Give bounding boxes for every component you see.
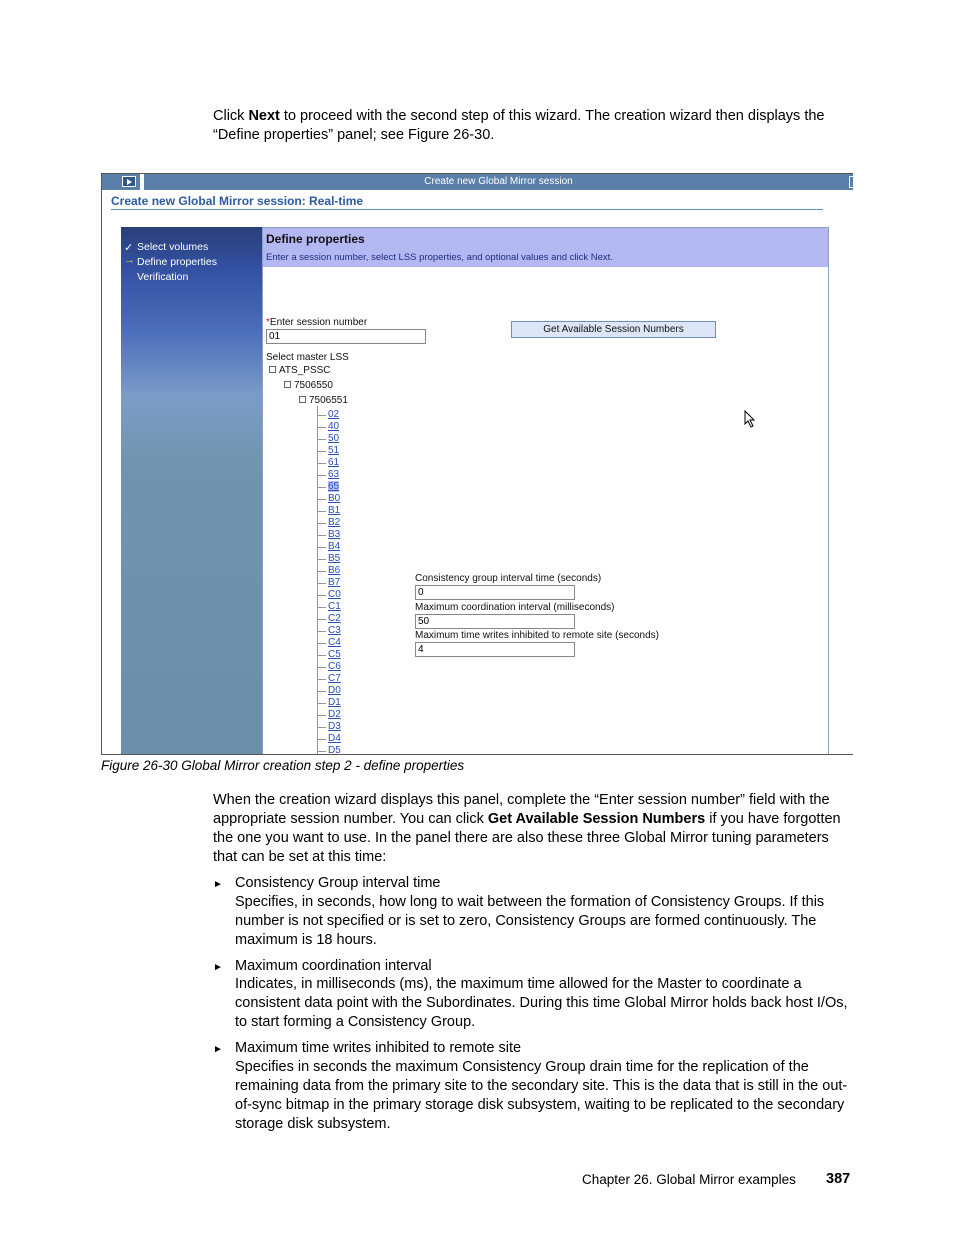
- arrow-right-icon: →: [124, 254, 135, 266]
- lss-link-02[interactable]: 02: [328, 409, 340, 420]
- lss-link-b6[interactable]: B6: [328, 565, 341, 576]
- bullet-text: Specifies in seconds the maximum Consistency Group drain time for the replication of the remaining data from the primary site to the secondary site. This is the data that is still in the out-of-sync bitmap in the primary storage disk subsystem, waiting to be replicated to the secondary storage disk subsystem.: [235, 1059, 848, 1132]
- lss-link-b5[interactable]: B5: [328, 553, 341, 564]
- lss-link-b1[interactable]: B1: [328, 505, 341, 516]
- nav-item-label: Define properties: [137, 256, 217, 268]
- tree-connector: [318, 487, 326, 488]
- figure-caption: Figure 26-30 Global Mirror creation step 2 - define properties: [101, 758, 465, 773]
- lss-link-c6[interactable]: C6: [328, 661, 341, 672]
- max-writes-inhibited-label: Maximum time writes inhibited to remote site (seconds): [415, 630, 659, 641]
- wizard-steps-nav: [121, 227, 262, 755]
- tree-connector: [318, 619, 326, 620]
- lss-link-b7[interactable]: B7: [328, 577, 341, 588]
- tree-connector: [318, 739, 326, 740]
- lss-link-d2[interactable]: D2: [328, 709, 341, 720]
- max-coordination-label: Maximum coordination interval (milliseconds): [415, 602, 615, 613]
- tree-connector: [318, 559, 326, 560]
- lss-link-c7[interactable]: C7: [328, 673, 341, 684]
- max-writes-inhibited-input[interactable]: 4: [415, 642, 575, 657]
- tree-connector: [318, 703, 326, 704]
- collapse-icon[interactable]: [284, 381, 291, 388]
- lss-link-d3[interactable]: D3: [328, 721, 341, 732]
- tree-connector: [318, 751, 326, 752]
- checkmark-icon: ✓: [124, 242, 134, 254]
- lss-link-c1[interactable]: C1: [328, 601, 341, 612]
- bullet-title: Maximum time writes inhibited to remote site: [235, 1040, 522, 1056]
- lss-link-c3[interactable]: C3: [328, 625, 341, 636]
- tree-connector: [318, 595, 326, 596]
- collapse-icon[interactable]: [299, 396, 306, 403]
- tree-connector: [318, 427, 326, 428]
- lss-link-b4[interactable]: B4: [328, 541, 341, 552]
- tree-connector: [318, 499, 326, 500]
- tree-connector: [318, 475, 326, 476]
- select-master-lss-label: Select master LSS: [266, 352, 349, 363]
- tree-node-ats-pssc[interactable]: ATS_PSSC: [269, 365, 331, 376]
- mouse-pointer-icon: [744, 410, 756, 428]
- tree-connector: [318, 679, 326, 680]
- tree-connector: [318, 643, 326, 644]
- tree-connector: [318, 451, 326, 452]
- tree-connector: [318, 727, 326, 728]
- lss-link-c0[interactable]: C0: [328, 589, 341, 600]
- get-available-sessions-button[interactable]: Get Available Session Numbers: [511, 321, 716, 338]
- lss-link-40[interactable]: 40: [328, 421, 340, 432]
- tree-connector: [318, 715, 326, 716]
- nav-item-label: Select volumes: [137, 241, 209, 253]
- bullet-icon: ►: [213, 879, 223, 890]
- lss-link-c4[interactable]: C4: [328, 637, 341, 648]
- body-paragraph: When the creation wizard displays this panel, complete the “Enter session number” field with the appropriate session number. You can click Get Available Session Numbers if you have forgotten the one you want to use. In the panel there are also these three Global Mirror tuning parameters that can be set at this time:: [213, 792, 841, 865]
- max-coordination-input[interactable]: 50: [415, 614, 575, 629]
- page-number: 387: [826, 1171, 851, 1187]
- lss-link-d5[interactable]: D5: [328, 745, 341, 755]
- cg-interval-input[interactable]: 0: [415, 585, 575, 600]
- lss-link-50[interactable]: 50: [328, 433, 340, 444]
- session-number-input[interactable]: 01: [266, 329, 426, 344]
- tree-connector: [318, 523, 326, 524]
- collapse-icon[interactable]: [269, 366, 276, 373]
- lss-link-51[interactable]: 51: [328, 445, 340, 456]
- intro-paragraph: Click Next to proceed with the second step of this wizard. The creation wizard then displays the “Define properties” panel; see Figure 26-30.: [213, 108, 825, 143]
- lss-link-63[interactable]: 63: [328, 469, 340, 480]
- nav-item-label: Verification: [137, 271, 189, 283]
- lss-link-65[interactable]: 65: [328, 481, 340, 492]
- lss-link-d1[interactable]: D1: [328, 697, 341, 708]
- bullet-title: Maximum coordination interval: [235, 958, 432, 974]
- properties-panel: [262, 227, 829, 755]
- tree-connector: [318, 547, 326, 548]
- lss-link-c5[interactable]: C5: [328, 649, 341, 660]
- tree-connector: [318, 511, 326, 512]
- window-title-bar: [102, 174, 853, 190]
- tree-connector: [318, 415, 326, 416]
- lss-link-61[interactable]: 61: [328, 457, 340, 468]
- window-menu-icon[interactable]: [122, 176, 136, 187]
- bullet-text: Indicates, in milliseconds (ms), the maximum time allowed for the Master to coordinate a consistent data point with the Subordinates. During this time Global Mirror holds back host I/Os, to start forming a Consistency Group.: [235, 976, 848, 1030]
- figure-screenshot: [101, 173, 853, 755]
- bullet-text: Specifies, in seconds, how long to wait between the formation of Consistency Groups. If this number is not specified or is set to zero, Consistency Groups are formed continuously. The maximum is 18 hours.: [235, 894, 825, 948]
- tree-connector: [318, 607, 326, 608]
- lss-link-d4[interactable]: D4: [328, 733, 341, 744]
- bullet-icon: ►: [213, 1044, 223, 1055]
- panel-title: Define properties: [266, 232, 365, 246]
- tree-connector: [318, 655, 326, 656]
- tree-node-7506551[interactable]: 7506551: [299, 395, 348, 406]
- lss-link-b2[interactable]: B2: [328, 517, 341, 528]
- wizard-heading: Create new Global Mirror session: Real-time: [111, 194, 364, 208]
- session-number-label: *Enter session number: [266, 317, 368, 328]
- tree-node-7506550[interactable]: 7506550: [284, 380, 333, 391]
- tree-connector: [318, 631, 326, 632]
- tree-connector: [318, 691, 326, 692]
- tree-connector: [318, 463, 326, 464]
- lss-link-c2[interactable]: C2: [328, 613, 341, 624]
- lss-link-b0[interactable]: B0: [328, 493, 341, 504]
- tree-connector: [318, 583, 326, 584]
- bullet-icon: ►: [213, 962, 223, 973]
- panel-subtitle: Enter a session number, select LSS properties, and optional values and click Next.: [266, 252, 613, 263]
- cg-interval-label: Consistency group interval time (seconds): [415, 573, 602, 584]
- lss-link-d0[interactable]: D0: [328, 685, 341, 696]
- tree-connector: [318, 667, 326, 668]
- window-control-icon[interactable]: [849, 176, 853, 188]
- window-title: Create new Global Mirror session: [424, 176, 573, 187]
- panel-header: [263, 228, 828, 267]
- tree-connector: [318, 439, 326, 440]
- lss-link-b3[interactable]: B3: [328, 529, 341, 540]
- required-marker: *: [266, 317, 270, 328]
- tree-connector: [318, 571, 326, 572]
- footer-chapter: Chapter 26. Global Mirror examples: [582, 1172, 796, 1187]
- tree-connector: [318, 535, 326, 536]
- bullet-title: Consistency Group interval time: [235, 875, 441, 891]
